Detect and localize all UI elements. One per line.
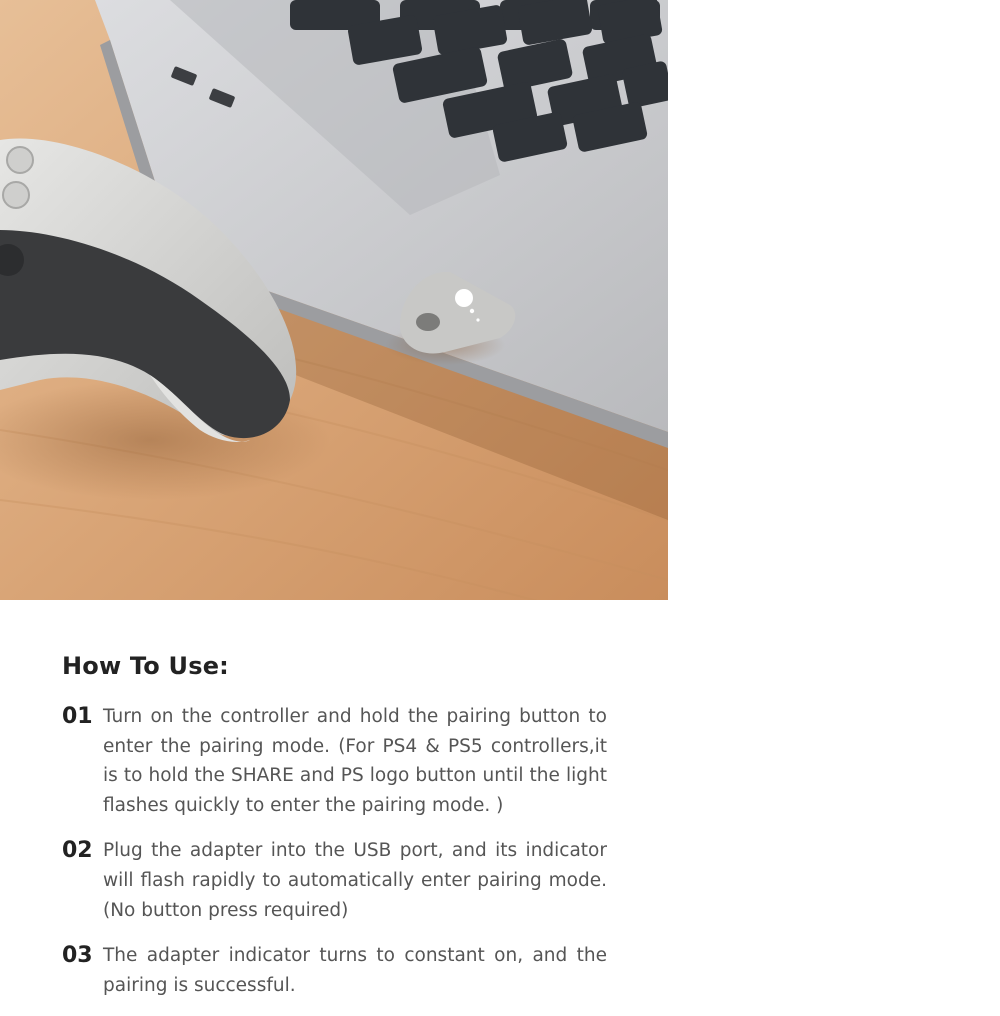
- adapter-hole: [416, 313, 440, 331]
- indicator-dot: [476, 318, 479, 321]
- step-number: 02: [62, 838, 93, 864]
- step-text: The adapter indicator turns to constant on, and the pairing is successful.: [103, 945, 607, 996]
- section-heading: How To Use:: [62, 652, 229, 680]
- step-item: [62, 836, 622, 925]
- step-text: Turn on the controller and hold the pairing button to enter the pairing mode. (For PS4 & PS5 controllers,it is to hold the SHARE and PS logo button until the light flashes quickly to enter the pairing mode. ): [103, 706, 607, 816]
- indicator-dot: [470, 309, 474, 313]
- step-text: Plug the adapter into the USB port, and its indicator will flash rapidly to automatically enter pairing mode. (No button press required): [103, 840, 607, 921]
- controller-button: [7, 147, 33, 173]
- step-number: 01: [62, 704, 93, 729]
- product-photo: [0, 0, 668, 600]
- step-item: [62, 941, 622, 1000]
- how-to-use-section: [62, 652, 622, 1016]
- step-number: 03: [62, 943, 93, 969]
- adapter-indicator-light: [455, 289, 473, 307]
- controller-button: [3, 182, 29, 208]
- step-item: [62, 702, 622, 820]
